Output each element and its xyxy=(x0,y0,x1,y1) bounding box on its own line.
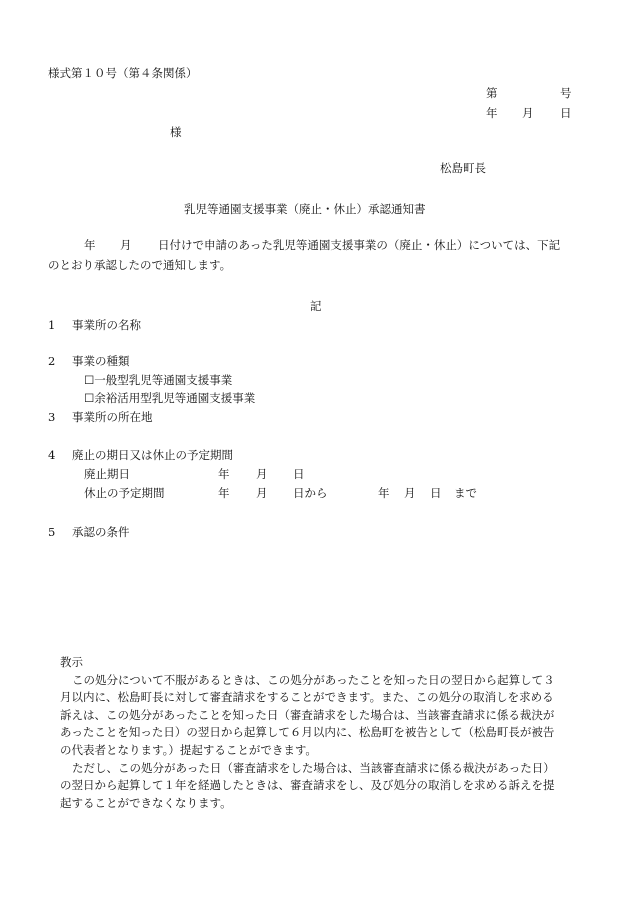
date-month: 月 xyxy=(522,106,534,120)
suspension-start-month: 月 xyxy=(256,486,268,500)
instruction-line: この処分について不服があるときは、この処分があったことを知った日の翌日から起算して３ xyxy=(72,672,555,687)
form-label: 様式第１０号（第４条関係） xyxy=(48,66,198,80)
item-4-label: 廃止の期日又は休止の予定期間 xyxy=(72,448,233,462)
instruction-line: あったことを知った日）の翌日から起算して６月以内に、松島町を被告として（松島町長が被告 xyxy=(60,725,555,740)
item-2-label: 事業の種類 xyxy=(72,354,130,368)
item-2-option-surplus: ☐余裕活用型乳児等通園支援事業 xyxy=(84,391,256,405)
instruction-block xyxy=(60,654,590,812)
item-5-number: 5 xyxy=(48,525,56,539)
item-4-number: 4 xyxy=(48,448,56,462)
abolition-day: 日 xyxy=(293,467,305,481)
item-1-number: 1 xyxy=(48,318,56,332)
instruction-heading: 教示 xyxy=(60,655,83,669)
abolition-year: 年 xyxy=(218,467,230,481)
suspension-end-day: 日 xyxy=(430,486,442,500)
number-suffix: 号 xyxy=(560,86,572,100)
suspension-start-year: 年 xyxy=(218,486,230,500)
body-line-2: のとおり承認したので通知します。 xyxy=(48,258,232,272)
date-year: 年 xyxy=(486,106,498,120)
item-3-number: 3 xyxy=(48,410,56,424)
body-line-1: 日付けで申請のあった乳児等通園支援事業の（廃止・休止）については、下記 xyxy=(158,238,561,252)
suspension-until: まで xyxy=(454,486,477,500)
body-month: 月 xyxy=(120,238,132,252)
ki-marker: 記 xyxy=(310,299,322,313)
instruction-line: の翌日から起算して１年を経過したときは、審査請求をし、及び処分の取消しを求める訴えを提 xyxy=(60,778,555,793)
suspension-period-label: 休止の予定期間 xyxy=(84,486,165,500)
document-title: 乳児等通園支援事業（廃止・休止）承認通知書 xyxy=(184,202,426,216)
recipient-honorific: 様 xyxy=(170,125,182,139)
instruction-line: の代表者となります。）提起することができます。 xyxy=(60,742,317,757)
item-5-label: 承認の条件 xyxy=(72,525,130,539)
item-2-option-general: ☐一般型乳児等通園支援事業 xyxy=(84,373,233,387)
item-1-label: 事業所の名称 xyxy=(72,318,141,332)
suspension-end-month: 月 xyxy=(404,486,416,500)
item-3-label: 事業所の所在地 xyxy=(72,410,153,424)
abolition-month: 月 xyxy=(256,467,268,481)
number-prefix: 第 xyxy=(486,86,498,100)
suspension-start-day: 日から xyxy=(293,486,328,500)
suspension-end-year: 年 xyxy=(378,486,390,500)
instruction-line: 月以内に、松島町長に対して審査請求をすることができます。また、この処分の取消しを求める xyxy=(60,690,554,705)
instruction-line: 訴えは、この処分があったことを知った日（審査請求をした場合は、当該審査請求に係る裁決が xyxy=(60,707,555,722)
date-day: 日 xyxy=(560,106,572,120)
body-year: 年 xyxy=(84,238,96,252)
instruction-line: 起することができなくなります。 xyxy=(60,795,232,810)
instruction-line: ただし、この処分があった日（審査請求をした場合は、当該審査請求に係る裁決があった日） xyxy=(72,760,555,775)
abolition-date-label: 廃止期日 xyxy=(84,467,130,481)
item-2-number: 2 xyxy=(48,354,56,368)
issuer: 松島町長 xyxy=(440,161,486,175)
